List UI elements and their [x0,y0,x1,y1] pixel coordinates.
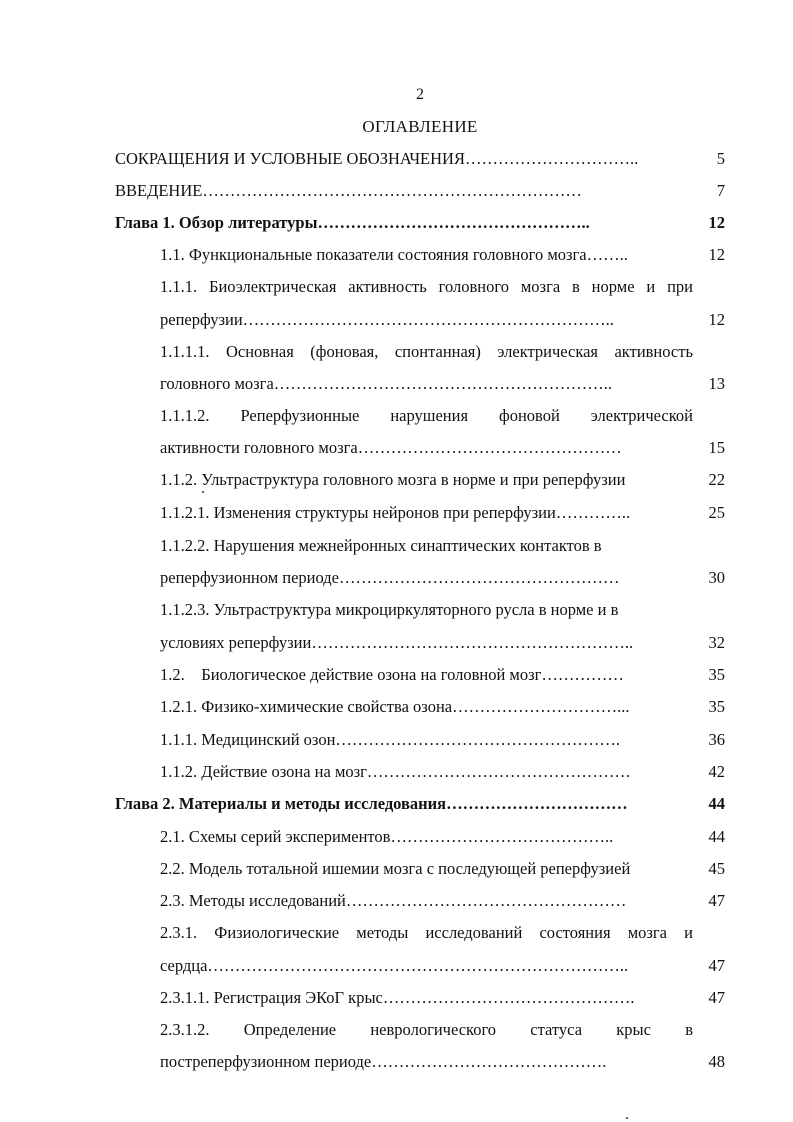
toc-entry-text: 2.2. Модель тотальной ишемии мозга с последующей реперфузией [160,859,631,878]
toc-entry-text: 2.3.1.1. Регистрация ЭКоГ крыс………………………………………. [160,988,635,1007]
toc-entry-text: 1.1.2.1. Изменения структуры нейронов при реперфузии………….. [160,503,631,522]
toc-entry-text: 2.3. Методы исследований…………………………………………… [160,891,627,910]
toc-entry-text: 1.1.2.2. Нарушения межнейронных синаптических контактов в [160,536,602,555]
toc-entry-page: 7 [716,181,725,200]
toc-entry-text: СОКРАЩЕНИЯ И УСЛОВНЫЕ ОБОЗНАЧЕНИЯ………………………….. [115,149,639,168]
toc-entry-page: 5 [716,149,725,168]
toc-entry-page: 47 [708,988,725,1007]
toc-entry[interactable] [0,632,793,654]
toc-entry-page: 47 [708,891,725,910]
toc-entry[interactable] [0,1019,793,1041]
toc-entry-page: 44 [708,794,725,813]
toc-entry[interactable] [0,373,793,395]
toc-entry[interactable] [0,405,793,427]
toc-entry-text: 1.1.2. Ультраструктура головного мозга в норме и при реперфузии [160,470,626,489]
toc-entry[interactable] [0,890,793,912]
toc-entry-text: 1.1.1.2. Реперфузионные нарушения фоновой электрической [160,406,693,425]
toc-entry-text: 1.2.1. Физико-химические свойства озона…………………………... [160,697,630,716]
toc-entry-text: 2.3.1.2. Определение неврологического статуса крыс в [160,1020,693,1039]
toc-entry[interactable] [0,599,793,621]
toc-entry-page: 42 [708,762,725,781]
toc-entry-text: 1.1. Функциональные показатели состояния головного мозга…….. [160,245,628,264]
toc-entry-page: 32 [708,633,725,652]
toc-entry-page: 48 [708,1052,725,1071]
toc-entry-page: 44 [708,827,725,846]
toc-entry-text: 1.1.1.1. Основная (фоновая, спонтанная) электрическая активность [160,342,693,361]
toc-entry-page: 15 [708,438,725,457]
toc-entry[interactable] [0,1051,793,1073]
toc-entry-page: 12 [708,213,725,232]
toc-chapter[interactable] [0,212,793,234]
toc-entry[interactable] [0,922,793,944]
toc-entry-text: условиях реперфузии………………………………………………….. [160,633,634,652]
toc-entry[interactable] [0,437,793,459]
toc-entry[interactable] [0,987,793,1009]
toc-entry-page: 47 [708,956,725,975]
toc-entry[interactable] [0,180,793,202]
toc-entry-page: 12 [708,310,725,329]
toc-entry[interactable] [0,664,793,686]
toc-entry-page: 45 [708,859,725,878]
toc-entry[interactable] [0,469,793,491]
toc-entry-text: 1.2. Биологическое действие озона на головной мозг…………… [160,665,624,684]
toc-entry-text: реперфузии………………………………………………………….. [160,310,614,329]
toc-entry-text: 1.1.2. Действие озона на мозг………………………………………… [160,762,631,781]
toc-entry[interactable] [0,309,793,331]
scan-speck [626,1117,628,1119]
toc-entry[interactable] [0,858,793,880]
toc-entry[interactable] [0,502,793,524]
toc-entry[interactable] [0,244,793,266]
toc-entry[interactable] [0,148,793,170]
toc-entry[interactable] [0,761,793,783]
toc-entry-text: Глава 1. Обзор литературы………………………………………….. [115,213,590,232]
toc-entry-page: 35 [708,665,725,684]
page-number: 2 [416,86,424,103]
toc-entry[interactable] [0,955,793,977]
toc-entry[interactable] [0,341,793,363]
toc-entry-text: 1.1.1. Биоэлектрическая активность головного мозга в норме и при [160,277,693,296]
page-title: ОГЛАВЛЕНИЕ [362,117,478,136]
toc-entry-page: 12 [708,245,725,264]
scan-speck [202,491,204,493]
toc-entry-page: 13 [708,374,725,393]
toc-entry-text: Глава 2. Материалы и методы исследования…………………………… [115,794,628,813]
toc-entry-text: реперфузионном периоде…………………………………………… [160,568,620,587]
toc-chapter[interactable] [0,793,793,815]
toc-entry-page: 36 [708,730,725,749]
toc-entry-text: активности головного мозга………………………………………… [160,438,622,457]
toc-entry-page: 35 [708,697,725,716]
toc-entry-text: 1.1.2.3. Ультраструктура микроциркуляторного русла в норме и в [160,600,619,619]
toc-entry[interactable] [0,567,793,589]
toc-entry[interactable] [0,276,793,298]
toc-entry-page: 25 [708,503,725,522]
toc-entry-text: постреперфузионном периоде……………………………………. [160,1052,607,1071]
toc-entry-text: 2.1. Схемы серий экспериментов………………………………….. [160,827,614,846]
toc-entry[interactable] [0,535,793,557]
toc-entry-text: ВВЕДЕНИЕ…………………………………………………………… [115,181,582,200]
toc-entry-page: 22 [708,470,725,489]
toc-entry[interactable] [0,826,793,848]
toc-entry-text: 2.3.1. Физиологические методы исследований состояния мозга и [160,923,693,942]
toc-entry[interactable] [0,696,793,718]
toc-entry-text: головного мозга…………………………………………………….. [160,374,613,393]
toc-entry[interactable] [0,729,793,751]
toc-entry-page: 30 [708,568,725,587]
toc-entry-text: 1.1.1. Медицинский озон……………………………………………. [160,730,621,749]
toc-entry-text: сердца………………………………………………………………….. [160,956,629,975]
